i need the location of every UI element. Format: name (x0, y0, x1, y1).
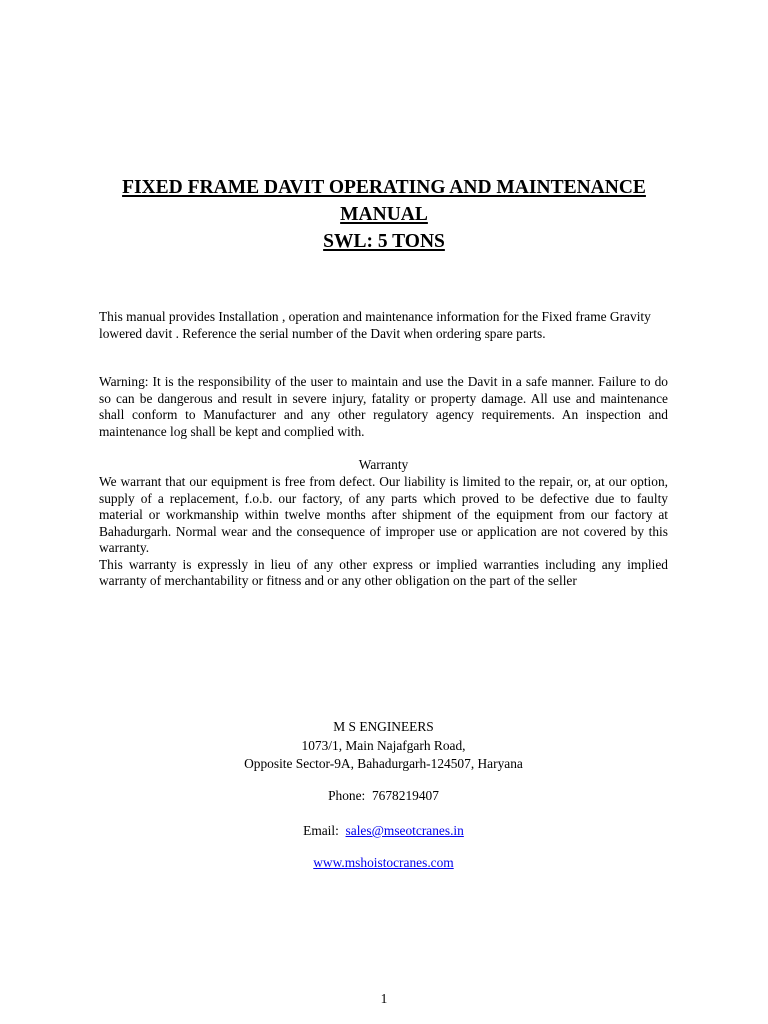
email-line (99, 822, 668, 840)
document-title (60, 174, 708, 255)
phone-number: 7678219407 (371, 788, 439, 803)
phone-label: Phone: (328, 788, 366, 803)
warranty-body (99, 474, 668, 590)
email-label: Email: (303, 823, 339, 838)
warning-paragraph: Warning: It is the responsibility of the user to maintain and use the Davit in a safe manner. Failure to do so can be dangerous and result in severe injury, fatality or property damage. All use and maintenance shall conform to Manufacturer and any other regulatory agency requirements. An inspection and maintenance log shall be kept and complied with. (99, 374, 668, 439)
address-line-1: 1073/1, Main Najafgarh Road, (301, 738, 466, 753)
phone-line (99, 787, 668, 805)
intro-paragraph (99, 309, 668, 342)
company-name: M S ENGINEERS (333, 719, 434, 734)
title-line-3: SWL: 5 TONS (323, 231, 445, 252)
email-link[interactable]: sales@mseotcranes.in (345, 823, 464, 838)
warranty-heading: Warranty (358, 457, 409, 472)
warranty-paragraph-2: This warranty is expressly in lieu of any other express or implied warranties including any implied warranty of merchantability or fitness and or any other obligation on the part of the seller (99, 556, 668, 588)
title-line-1: FIXED FRAME DAVIT OPERATING AND MAINTENANCE (122, 177, 646, 198)
warranty-paragraph-1: We warrant that our equipment is free from defect. Our liability is limited to the repair, or, at our option, supply of a replacement, f.o.b. our factory, of any parts which proved to be defective due to faulty material or workmanship within twelve months after shipment of the equipment from our factory at Bahadurgarh. Normal wear and the consequence of improper use or application are not covered by this warranty. (99, 474, 668, 555)
intro-line-2: lowered davit . Reference the serial number of the Davit when ordering spare parts. (99, 325, 546, 341)
address-line-2: Opposite Sector-9A, Bahadurgarh-124507, Haryana (244, 756, 523, 771)
intro-line-1: This manual provides Installation , operation and maintenance information for the Fixed frame Gravity (99, 309, 651, 324)
title-line-2: MANUAL (340, 204, 428, 225)
website-link[interactable]: www.mshoistocranes.com (313, 855, 454, 870)
page-number: 1 (380, 991, 388, 1006)
website-line (99, 854, 668, 872)
